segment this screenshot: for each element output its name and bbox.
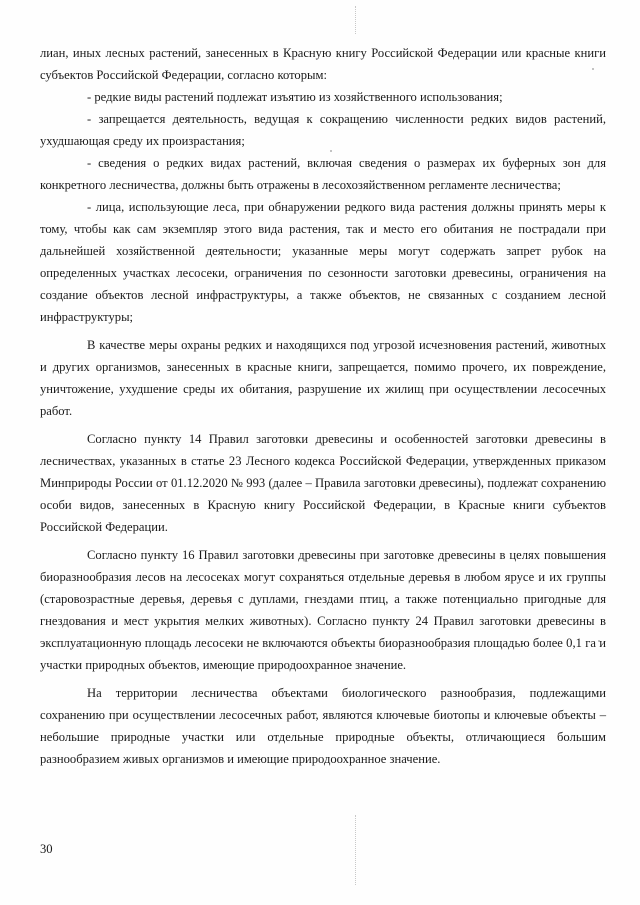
scan-fold-mark bbox=[355, 6, 356, 34]
document-body bbox=[40, 42, 606, 770]
list-item-forest-users-measures: - лица, использующие леса, при обнаружении редкого вида растения должны принять меры к тому, чтобы как сам экземпляр этого вида растения, так и место его обитания не пострадали при дальнейшей хозяйственной деятельности; указанные меры могут содержать запрет рубок на определенных участках лесосеки, ограничения по сезонности заготовки древесины, ограничения на создание объектов лесной инфраструктуры, а также объектов, не связанных с созданием лесной инфраструктуры; bbox=[40, 200, 606, 324]
paragraph-rule-14: Согласно пункту 14 Правил заготовки древесины и особенностей заготовки древесины в лесничествах, указанных в статье 23 Лесного кодекса Российской Федерации, утвержденных приказом Минприроды России от 01.12.2020 № 993 (далее – Правила заготовки древесины), подлежат сохранению особи видов, занесенных в Красную книгу Российской Федерации, в Красные книги субъектов Российской Федерации. bbox=[40, 432, 606, 534]
paragraph-protection-measures: В качестве меры охраны редких и находящихся под угрозой исчезновения растений, животных и других организмов, занесенных в красные книги, запрещается, помимо прочего, их повреждение, уничтожение, ухудшение среды их обитания, разрушение их жилищ при осуществлении лесосечных работ. bbox=[40, 338, 606, 418]
page-number: 30 bbox=[40, 842, 53, 856]
paragraph-continuation: лиан, иных лесных растений, занесенных в Красную книгу Российской Федерации или красные книги субъектов Российской Федерации, согласно которым: bbox=[40, 46, 606, 82]
paragraph-rule-16-24: Согласно пункту 16 Правил заготовки древесины при заготовке древесины в целях повышения биоразнообразия лесов на лесосеках могут сохраняться отдельные деревья в любом ярусе и их группы (старовозрастные деревья, деревья с дуплами, гнездами птиц, а также потенциально пригодные для гнездования и мест укрытия мелких животных). Согласно пункту 24 Правил заготовки древесины в эксплуатационную площадь лесосеки не включаются объекты биоразнообразия площадью более 0,1 га и участки природных объектов, имеющие природоохранное значение. bbox=[40, 548, 606, 672]
paragraph-key-biotopes: На территории лесничества объектами биологического разнообразия, подлежащими сохранению при осуществлении лесосечных работ, являются ключевые биотопы и ключевые объекты – небольшие природные участки или отдельные природные объекты, отличающиеся большим разнообразием живых организмов и имеющие природоохранное значение. bbox=[40, 686, 606, 766]
list-item-buffer-zone-info: - сведения о редких видах растений, включая сведения о размерах их буферных зон для конкретного лесничества, должны быть отражены в лесохозяйственном регламенте лесничества; bbox=[40, 156, 606, 192]
list-item-prohibited-activity: - запрещается деятельность, ведущая к сокращению численности редких видов растений, ухудшающая среду их произрастания; bbox=[40, 112, 606, 148]
list-item-rare-species-withdrawal: - редкие виды растений подлежат изъятию из хозяйственного использования; bbox=[87, 90, 503, 104]
scan-fold-mark bbox=[355, 815, 356, 885]
